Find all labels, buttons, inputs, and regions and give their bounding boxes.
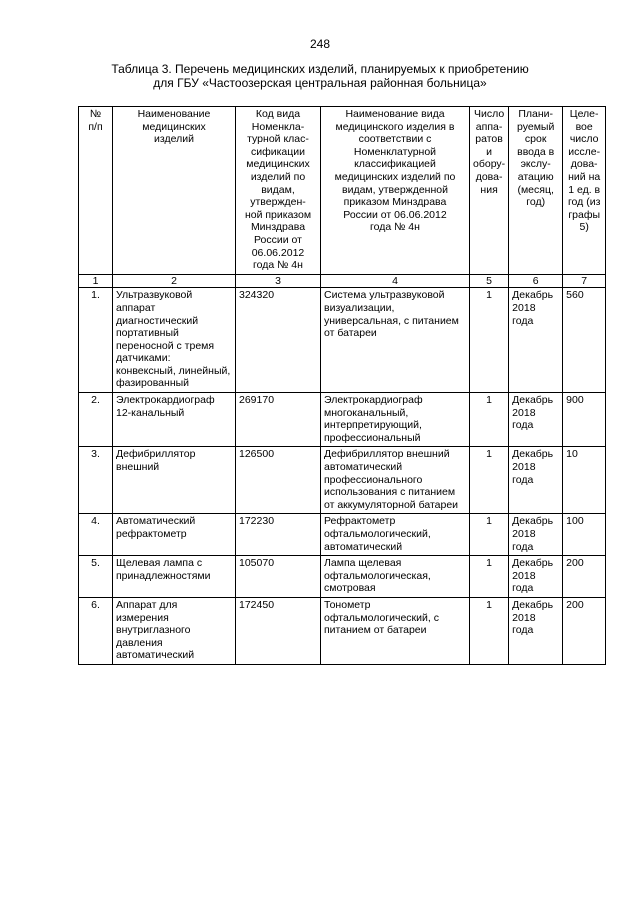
device-name: Щелевая лампа с принадлежностями xyxy=(113,556,236,598)
device-kind: Тонометр офтальмологический, с питанием от батареи xyxy=(321,597,470,664)
row-number: 4. xyxy=(79,514,113,556)
header-cell: Плани- руемый срок ввода в экслу- атацию (месяц, год) xyxy=(509,107,563,275)
target-studies: 560 xyxy=(563,288,606,393)
device-name: Аппарат для измерения внутриглазного давления автоматический xyxy=(113,597,236,664)
device-kind: Лампа щелевая офтальмологическая, смотровая xyxy=(321,556,470,598)
commissioning-date: Декабрь 2018 года xyxy=(509,597,563,664)
target-studies: 200 xyxy=(563,556,606,598)
target-studies: 100 xyxy=(563,514,606,556)
commissioning-date: Декабрь 2018 года xyxy=(509,393,563,447)
page-number: 248 xyxy=(309,37,331,51)
classification-code: 172230 xyxy=(236,514,321,556)
column-number: 2 xyxy=(113,274,236,288)
device-count: 1 xyxy=(470,288,509,393)
device-kind: Система ультразвуковой визуализации, универсальная, с питанием от батареи xyxy=(321,288,470,393)
device-count: 1 xyxy=(470,597,509,664)
target-studies: 200 xyxy=(563,597,606,664)
medical-devices-table xyxy=(78,106,606,665)
device-name: Дефибриллятор внешний xyxy=(113,447,236,514)
column-number: 7 xyxy=(563,274,606,288)
table-header-row xyxy=(79,107,606,275)
column-number: 1 xyxy=(79,274,113,288)
document-title-line-2: для ГБУ «Частоозерская центральная районная больница» xyxy=(153,76,487,90)
row-number: 2. xyxy=(79,393,113,447)
classification-code: 105070 xyxy=(236,556,321,598)
table-row xyxy=(79,288,606,393)
classification-code: 324320 xyxy=(236,288,321,393)
header-cell: Наименование медицинских изделий xyxy=(113,107,236,275)
header-cell: № п/п xyxy=(79,107,113,275)
column-number: 3 xyxy=(236,274,321,288)
table-row xyxy=(79,556,606,598)
commissioning-date: Декабрь 2018 года xyxy=(509,514,563,556)
table-row xyxy=(79,447,606,514)
device-kind: Рефрактометр офтальмологический, автоматический xyxy=(321,514,470,556)
header-cell: Код вида Номенкла- турной клас- сификации медицинских изделий по видам, утвержден- ной приказом Минздрава России от 06.06.2012 года № 4н xyxy=(236,107,321,275)
row-number: 6. xyxy=(79,597,113,664)
row-number: 3. xyxy=(79,447,113,514)
device-name: Автоматический рефрактометр xyxy=(113,514,236,556)
table-row xyxy=(79,514,606,556)
device-kind: Электрокардиограф многоканальный, интерпретирующий, профессиональный xyxy=(321,393,470,447)
target-studies: 900 xyxy=(563,393,606,447)
table-row xyxy=(79,597,606,664)
device-count: 1 xyxy=(470,556,509,598)
row-number: 5. xyxy=(79,556,113,598)
device-name: Ультразвуковой аппарат диагностический портативный переносной с тремя датчиками: конвексный, линейный, фазированный xyxy=(113,288,236,393)
device-count: 1 xyxy=(470,447,509,514)
column-number: 5 xyxy=(470,274,509,288)
header-cell: Целе- вое число иссле- дова- ний на 1 ед. в год (из графы 5) xyxy=(563,107,606,275)
device-count: 1 xyxy=(470,514,509,556)
device-name: Электрокардиограф 12-канальный xyxy=(113,393,236,447)
table-row xyxy=(79,393,606,447)
target-studies: 10 xyxy=(563,447,606,514)
commissioning-date: Декабрь 2018 года xyxy=(509,288,563,393)
document-title-line-1: Таблица 3. Перечень медицинских изделий, планируемых к приобретению xyxy=(111,62,529,76)
device-count: 1 xyxy=(470,393,509,447)
classification-code: 126500 xyxy=(236,447,321,514)
classification-code: 269170 xyxy=(236,393,321,447)
commissioning-date: Декабрь 2018 года xyxy=(509,447,563,514)
column-number: 6 xyxy=(509,274,563,288)
document-title xyxy=(40,62,600,90)
column-number: 4 xyxy=(321,274,470,288)
classification-code: 172450 xyxy=(236,597,321,664)
device-kind: Дефибриллятор внешний автоматический профессионального использования с питанием от аккумуляторной батареи xyxy=(321,447,470,514)
header-cell: Наименование вида медицинского изделия в соответствии с Номенклатурной классификацией медицинских изделий по видам, утвержденной приказом Минздрава России от 06.06.2012 года № 4н xyxy=(321,107,470,275)
header-cell: Число аппа- ратов и обору- дова- ния xyxy=(470,107,509,275)
column-number-row xyxy=(79,274,606,288)
row-number: 1. xyxy=(79,288,113,393)
commissioning-date: Декабрь 2018 года xyxy=(509,556,563,598)
